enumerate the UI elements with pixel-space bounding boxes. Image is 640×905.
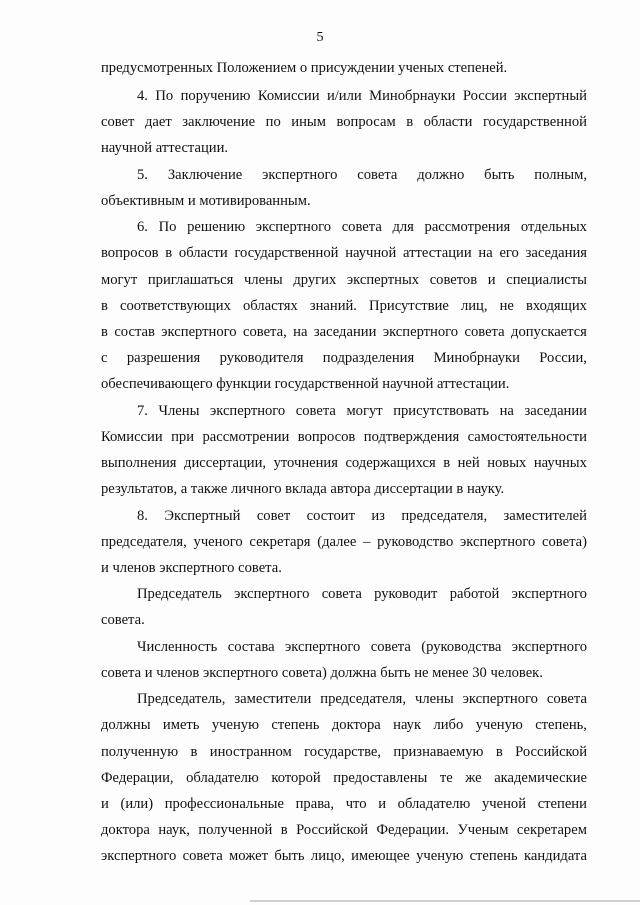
word: председателя,: [101, 534, 187, 550]
word: полученной: [198, 822, 273, 838]
word: и/или: [326, 88, 362, 104]
word: которой: [271, 770, 321, 786]
word: степень: [271, 717, 320, 733]
word: в: [190, 744, 198, 760]
word: либо: [433, 717, 464, 733]
word: решению: [187, 219, 246, 235]
word: степень,: [535, 717, 587, 733]
word: Заключение: [167, 167, 243, 183]
word: заседании: [524, 403, 587, 419]
word: наук: [393, 717, 422, 733]
word: Минобрнауки: [433, 350, 520, 366]
word: степень: [469, 848, 518, 864]
word: России: [462, 88, 507, 104]
word: с: [101, 350, 108, 366]
word: вопросов: [101, 245, 159, 261]
word: научной: [345, 245, 397, 261]
word: присутствовать: [393, 403, 490, 419]
word: может: [229, 848, 268, 864]
word: вопросам: [336, 114, 396, 130]
text-line: [101, 112, 587, 132]
word: на: [478, 245, 493, 261]
word: состава: [227, 639, 275, 655]
word: совета,: [242, 324, 287, 340]
word: на: [293, 324, 308, 340]
word: быть: [274, 848, 305, 864]
word: те: [439, 770, 453, 786]
text-line: [101, 243, 587, 263]
word: могут: [346, 403, 383, 419]
word: состоит: [306, 508, 355, 524]
word: (руководства: [421, 639, 502, 655]
word: экспертного: [382, 324, 459, 340]
word: полным,: [534, 167, 587, 183]
word: ней: [457, 455, 480, 471]
word: приглашаться: [147, 272, 234, 288]
word: председателя,: [320, 691, 407, 707]
word: совета: [295, 403, 336, 419]
word: для: [392, 219, 414, 235]
text-line: обеспечивающего функции государственной научной аттестации.: [101, 376, 510, 392]
word: 5.: [137, 167, 148, 183]
text-line: [101, 453, 587, 473]
text-line: результатов, а также личного вклада автора диссертации в науку.: [101, 481, 505, 497]
word: кандидата: [524, 848, 587, 864]
text-line: [101, 348, 587, 368]
word: же: [465, 770, 482, 786]
word: рассмотрения: [424, 219, 511, 235]
word: профессиональные: [164, 796, 284, 812]
word: области: [423, 114, 473, 130]
word: полученную: [101, 744, 179, 760]
word: совет: [256, 508, 291, 524]
word: вопросов: [297, 429, 356, 445]
word: предоставлены: [333, 770, 428, 786]
word: экспертного: [255, 219, 332, 235]
word: в: [280, 822, 288, 838]
word: при: [171, 429, 195, 445]
word: диссертации,: [184, 455, 267, 471]
word: знаний.: [309, 298, 357, 314]
text-line: [101, 296, 587, 316]
word: Численность: [137, 639, 218, 655]
word: в: [101, 298, 108, 314]
word: члены: [414, 691, 454, 707]
text-line: [101, 794, 587, 814]
word: –: [363, 534, 371, 550]
word: доктора: [101, 822, 150, 838]
word: руководство: [377, 534, 454, 550]
text-line: [137, 86, 587, 106]
word: совет: [101, 114, 135, 130]
word: Экспертный: [164, 508, 241, 524]
text-line: [101, 532, 587, 552]
word: областях: [242, 298, 298, 314]
word: экспертного: [285, 639, 361, 655]
word: лиц,: [460, 298, 488, 314]
word: академические: [494, 770, 587, 786]
word: Федерации,: [101, 770, 174, 786]
word: совета: [321, 586, 362, 602]
text-line: научной аттестации.: [101, 140, 229, 156]
word: экспертного: [262, 167, 338, 183]
word: подразделения: [322, 350, 415, 366]
word: совета: [464, 324, 505, 340]
text-line: [101, 715, 587, 735]
text-line: [137, 584, 587, 604]
word: быть: [484, 167, 515, 183]
word: совета: [357, 167, 398, 183]
word: экспертного: [234, 586, 310, 602]
word: его: [499, 245, 519, 261]
word: экспертного: [161, 324, 237, 340]
word: экспертного: [462, 691, 538, 707]
word: Присутствие: [369, 298, 449, 314]
word: обладателю: [397, 796, 471, 812]
text-line: [101, 427, 587, 447]
word: иностранном: [209, 744, 292, 760]
text-line: [101, 846, 587, 866]
word: заместителей: [503, 508, 587, 524]
text-line: [101, 820, 587, 840]
word: 7.: [137, 403, 148, 419]
word: самостоятельности: [467, 429, 587, 445]
word: государственной: [482, 114, 587, 130]
word: Члены: [158, 403, 200, 419]
word: научных: [533, 455, 587, 471]
word: состав: [114, 324, 155, 340]
word: председателя,: [401, 508, 488, 524]
text-line: [101, 322, 587, 342]
text-line: [101, 270, 587, 290]
word: должно: [417, 167, 465, 183]
word: признаваемую: [393, 744, 484, 760]
word: секретаря: [249, 534, 311, 550]
page-number: 5: [316, 30, 324, 45]
word: разрешения: [126, 350, 201, 366]
word: Комиссии: [101, 429, 163, 445]
word: иным: [291, 114, 326, 130]
word: и: [378, 796, 386, 812]
word: в: [495, 744, 503, 760]
word: уточнения: [273, 455, 338, 471]
word: Ученым: [457, 822, 509, 838]
text-line: [101, 768, 587, 788]
word: экспертных: [346, 272, 420, 288]
text-line: [137, 637, 587, 657]
word: члены: [243, 272, 283, 288]
text-line: совета и членов экспертного совета) должна быть не менее 30 человек.: [101, 665, 543, 681]
word: рассмотрении: [202, 429, 290, 445]
word: дает: [144, 114, 172, 130]
word: Председатель: [137, 586, 222, 602]
word: совета: [370, 639, 411, 655]
word: ученую: [475, 717, 523, 733]
word: поручению: [180, 88, 251, 104]
word: имеющее: [351, 848, 410, 864]
word: аттестации: [403, 245, 472, 261]
word: экспертного: [209, 403, 286, 419]
word: других: [293, 272, 337, 288]
word: наук,: [158, 822, 190, 838]
word: заместители: [234, 691, 312, 707]
word: работой: [449, 586, 500, 602]
text-line: объективным и мотивированным.: [101, 193, 311, 209]
word: из: [371, 508, 385, 524]
word: ученой: [482, 796, 527, 812]
word: степени: [537, 796, 587, 812]
word: экспертного: [511, 639, 587, 655]
word: секретарем: [516, 822, 587, 838]
word: в: [443, 455, 451, 471]
word: в: [165, 245, 173, 261]
word: государственной: [234, 245, 339, 261]
word: лицо,: [310, 848, 345, 864]
word: 6.: [137, 219, 148, 235]
word: экспертного: [101, 848, 177, 864]
text-line: и членов экспертного совета.: [101, 560, 282, 576]
word: входящих: [525, 298, 587, 314]
word: соответствующих: [119, 298, 231, 314]
word: Председатель,: [137, 691, 226, 707]
word: По: [155, 88, 174, 104]
text-line: [137, 506, 587, 526]
word: ученую: [211, 717, 259, 733]
word: экспертный: [514, 88, 587, 104]
word: выполнения: [101, 455, 177, 471]
word: 8.: [137, 508, 148, 524]
word: руководит: [374, 586, 438, 602]
word: на: [499, 403, 514, 419]
word: заседании: [313, 324, 377, 340]
word: в: [101, 324, 108, 340]
word: Федерации.: [376, 822, 450, 838]
word: права,: [295, 796, 335, 812]
word: содержащихся: [345, 455, 436, 471]
text-line: совета.: [101, 612, 145, 628]
word: области: [178, 245, 228, 261]
word: заключение: [182, 114, 256, 130]
word: допускается: [511, 324, 587, 340]
word: совета: [341, 219, 382, 235]
word: совета: [546, 691, 587, 707]
word: по: [265, 114, 281, 130]
word: не: [499, 298, 514, 314]
word: подтверждения: [363, 429, 460, 445]
word: совета: [182, 848, 223, 864]
text-line: [137, 165, 587, 185]
word: доктора: [331, 717, 381, 733]
word: должны: [101, 717, 151, 733]
scan-edge-line: [250, 900, 640, 902]
text-line: [101, 742, 587, 762]
word: По: [158, 219, 177, 235]
word: могут: [101, 272, 138, 288]
word: Комиссии: [257, 88, 320, 104]
word: ученого: [193, 534, 243, 550]
word: и: [487, 272, 496, 288]
word: в: [406, 114, 414, 130]
word: Минобрнауки: [369, 88, 456, 104]
word: заседания: [525, 245, 587, 261]
word: новых: [487, 455, 527, 471]
word: Российской: [296, 822, 369, 838]
word: специалисты: [506, 272, 587, 288]
word: (далее: [317, 534, 357, 550]
word: Российской: [515, 744, 587, 760]
word: советов: [429, 272, 478, 288]
word: руководителя: [219, 350, 304, 366]
word: 4.: [137, 88, 148, 104]
text-line: предусмотренных Положением о присуждении ученых степеней.: [101, 60, 508, 76]
word: ученую: [416, 848, 464, 864]
word: обладателю: [186, 770, 259, 786]
word: государстве,: [304, 744, 382, 760]
text-line: [137, 217, 587, 237]
word: совета): [542, 534, 587, 550]
text-line: [137, 689, 587, 709]
word: отдельных: [520, 219, 587, 235]
word: экспертного: [511, 586, 587, 602]
word: экспертного: [460, 534, 536, 550]
text-line: [137, 401, 587, 421]
word: России,: [539, 350, 587, 366]
word: иметь: [162, 717, 200, 733]
word: (или): [120, 796, 154, 812]
word: что: [345, 796, 367, 812]
word: и: [101, 796, 109, 812]
